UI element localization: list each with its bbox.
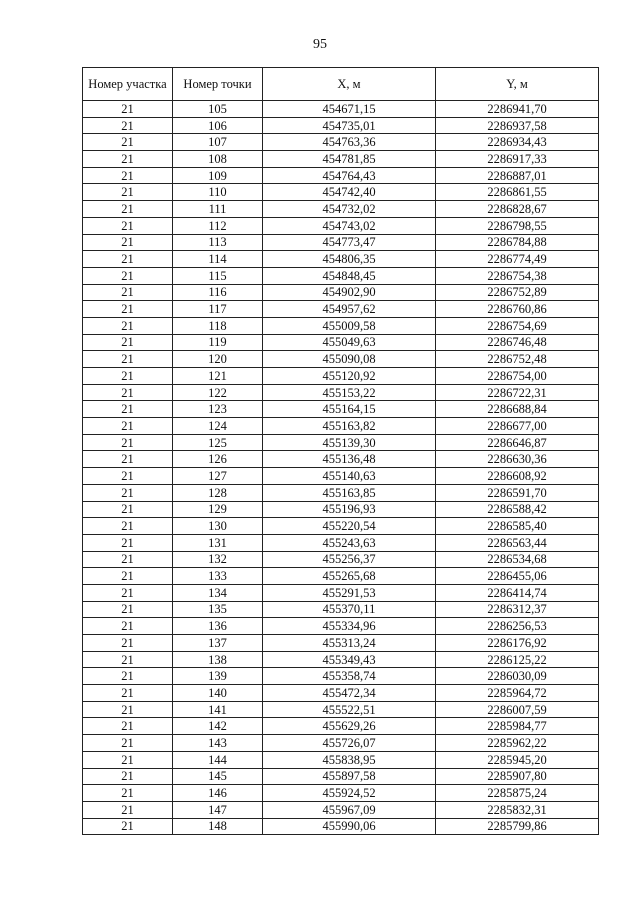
cell-plot-number: 21 [83, 484, 173, 501]
cell-point-number: 122 [173, 384, 263, 401]
cell-x-coordinate: 454957,62 [263, 301, 436, 318]
table-row [83, 184, 599, 201]
cell-plot-number: 21 [83, 101, 173, 118]
table-row [83, 234, 599, 251]
cell-point-number: 145 [173, 768, 263, 785]
cell-plot-number: 21 [83, 317, 173, 334]
table-row [83, 751, 599, 768]
cell-point-number: 116 [173, 284, 263, 301]
cell-x-coordinate: 454773,47 [263, 234, 436, 251]
table-row [83, 434, 599, 451]
cell-plot-number: 21 [83, 151, 173, 168]
cell-point-number: 111 [173, 201, 263, 218]
cell-plot-number: 21 [83, 251, 173, 268]
cell-x-coordinate: 454743,02 [263, 217, 436, 234]
table-row [83, 735, 599, 752]
cell-point-number: 134 [173, 584, 263, 601]
cell-x-coordinate: 455897,58 [263, 768, 436, 785]
cell-x-coordinate: 455967,09 [263, 801, 436, 818]
cell-x-coordinate: 455164,15 [263, 401, 436, 418]
cell-x-coordinate: 455256,37 [263, 551, 436, 568]
cell-y-coordinate: 2285907,80 [436, 768, 599, 785]
cell-point-number: 146 [173, 785, 263, 802]
cell-point-number: 135 [173, 601, 263, 618]
cell-point-number: 123 [173, 401, 263, 418]
cell-point-number: 121 [173, 368, 263, 385]
table-row [83, 484, 599, 501]
cell-x-coordinate: 455370,11 [263, 601, 436, 618]
cell-x-coordinate: 454732,02 [263, 201, 436, 218]
cell-x-coordinate: 455990,06 [263, 818, 436, 835]
cell-point-number: 133 [173, 568, 263, 585]
table-body [83, 101, 599, 835]
cell-x-coordinate: 454806,35 [263, 251, 436, 268]
cell-point-number: 119 [173, 334, 263, 351]
cell-x-coordinate: 454742,40 [263, 184, 436, 201]
table-row [83, 685, 599, 702]
cell-x-coordinate: 455140,63 [263, 468, 436, 485]
cell-y-coordinate: 2286754,38 [436, 267, 599, 284]
cell-point-number: 130 [173, 518, 263, 535]
cell-y-coordinate: 2286774,49 [436, 251, 599, 268]
cell-x-coordinate: 455265,68 [263, 568, 436, 585]
cell-plot-number: 21 [83, 501, 173, 518]
cell-plot-number: 21 [83, 468, 173, 485]
cell-plot-number: 21 [83, 201, 173, 218]
cell-point-number: 136 [173, 618, 263, 635]
table-row [83, 401, 599, 418]
cell-plot-number: 21 [83, 267, 173, 284]
cell-x-coordinate: 455153,22 [263, 384, 436, 401]
cell-plot-number: 21 [83, 334, 173, 351]
cell-plot-number: 21 [83, 551, 173, 568]
table-row [83, 818, 599, 835]
cell-y-coordinate: 2286534,68 [436, 551, 599, 568]
cell-y-coordinate: 2286455,06 [436, 568, 599, 585]
cell-plot-number: 21 [83, 635, 173, 652]
cell-y-coordinate: 2286256,53 [436, 618, 599, 635]
cell-point-number: 144 [173, 751, 263, 768]
cell-point-number: 139 [173, 668, 263, 685]
cell-y-coordinate: 2286760,86 [436, 301, 599, 318]
cell-point-number: 127 [173, 468, 263, 485]
cell-y-coordinate: 2286585,40 [436, 518, 599, 535]
cell-y-coordinate: 2286563,44 [436, 534, 599, 551]
table-row [83, 801, 599, 818]
cell-point-number: 148 [173, 818, 263, 835]
cell-plot-number: 21 [83, 768, 173, 785]
cell-y-coordinate: 2286917,33 [436, 151, 599, 168]
cell-y-coordinate: 2286630,36 [436, 451, 599, 468]
table-row [83, 718, 599, 735]
cell-y-coordinate: 2286125,22 [436, 651, 599, 668]
cell-point-number: 115 [173, 267, 263, 284]
cell-plot-number: 21 [83, 701, 173, 718]
cell-point-number: 128 [173, 484, 263, 501]
cell-point-number: 137 [173, 635, 263, 652]
table-row [83, 451, 599, 468]
table-row [83, 785, 599, 802]
table-row [83, 701, 599, 718]
cell-y-coordinate: 2286591,70 [436, 484, 599, 501]
cell-plot-number: 21 [83, 518, 173, 535]
cell-plot-number: 21 [83, 718, 173, 735]
table-row [83, 134, 599, 151]
table-row [83, 635, 599, 652]
header-x-coordinate: X, м [263, 68, 436, 101]
cell-x-coordinate: 455120,92 [263, 368, 436, 385]
table-row [83, 317, 599, 334]
cell-y-coordinate: 2286176,92 [436, 635, 599, 652]
cell-x-coordinate: 455313,24 [263, 635, 436, 652]
cell-y-coordinate: 2286746,48 [436, 334, 599, 351]
cell-x-coordinate: 455220,54 [263, 518, 436, 535]
cell-point-number: 105 [173, 101, 263, 118]
cell-x-coordinate: 455090,08 [263, 351, 436, 368]
cell-point-number: 143 [173, 735, 263, 752]
cell-x-coordinate: 455924,52 [263, 785, 436, 802]
table-row [83, 534, 599, 551]
cell-y-coordinate: 2286887,01 [436, 167, 599, 184]
cell-plot-number: 21 [83, 534, 173, 551]
cell-plot-number: 21 [83, 601, 173, 618]
cell-point-number: 124 [173, 418, 263, 435]
cell-y-coordinate: 2285964,72 [436, 685, 599, 702]
cell-y-coordinate: 2285799,86 [436, 818, 599, 835]
coordinates-table [82, 67, 599, 835]
cell-x-coordinate: 455291,53 [263, 584, 436, 601]
cell-x-coordinate: 455009,58 [263, 317, 436, 334]
header-y-coordinate: Y, м [436, 68, 599, 101]
table-row [83, 584, 599, 601]
table-row [83, 284, 599, 301]
cell-plot-number: 21 [83, 584, 173, 601]
table-row [83, 167, 599, 184]
table-row [83, 301, 599, 318]
cell-plot-number: 21 [83, 801, 173, 818]
cell-point-number: 141 [173, 701, 263, 718]
cell-y-coordinate: 2286688,84 [436, 401, 599, 418]
cell-plot-number: 21 [83, 301, 173, 318]
cell-x-coordinate: 454763,36 [263, 134, 436, 151]
cell-x-coordinate: 455049,63 [263, 334, 436, 351]
cell-point-number: 120 [173, 351, 263, 368]
cell-x-coordinate: 455629,26 [263, 718, 436, 735]
table-row [83, 468, 599, 485]
cell-x-coordinate: 455838,95 [263, 751, 436, 768]
cell-x-coordinate: 455163,82 [263, 418, 436, 435]
cell-plot-number: 21 [83, 735, 173, 752]
cell-y-coordinate: 2286784,88 [436, 234, 599, 251]
cell-y-coordinate: 2286007,59 [436, 701, 599, 718]
cell-x-coordinate: 454735,01 [263, 117, 436, 134]
cell-x-coordinate: 454671,15 [263, 101, 436, 118]
table-row [83, 217, 599, 234]
cell-plot-number: 21 [83, 134, 173, 151]
cell-y-coordinate: 2286646,87 [436, 434, 599, 451]
cell-plot-number: 21 [83, 418, 173, 435]
table-row [83, 117, 599, 134]
cell-y-coordinate: 2286414,74 [436, 584, 599, 601]
table-header-row [83, 68, 599, 101]
cell-plot-number: 21 [83, 818, 173, 835]
table-row [83, 551, 599, 568]
table-row [83, 201, 599, 218]
cell-x-coordinate: 455139,30 [263, 434, 436, 451]
cell-y-coordinate: 2285875,24 [436, 785, 599, 802]
cell-y-coordinate: 2286828,67 [436, 201, 599, 218]
table-row [83, 768, 599, 785]
table-row [83, 101, 599, 118]
cell-plot-number: 21 [83, 434, 173, 451]
cell-y-coordinate: 2286937,58 [436, 117, 599, 134]
cell-point-number: 147 [173, 801, 263, 818]
cell-plot-number: 21 [83, 568, 173, 585]
cell-plot-number: 21 [83, 401, 173, 418]
table-row [83, 334, 599, 351]
page-number: 95 [313, 37, 327, 52]
cell-y-coordinate: 2285984,77 [436, 718, 599, 735]
table-row [83, 368, 599, 385]
table-row [83, 601, 599, 618]
cell-plot-number: 21 [83, 167, 173, 184]
cell-plot-number: 21 [83, 651, 173, 668]
table-row [83, 618, 599, 635]
cell-point-number: 108 [173, 151, 263, 168]
cell-plot-number: 21 [83, 284, 173, 301]
cell-x-coordinate: 454902,90 [263, 284, 436, 301]
cell-y-coordinate: 2286754,69 [436, 317, 599, 334]
cell-x-coordinate: 455136,48 [263, 451, 436, 468]
cell-plot-number: 21 [83, 685, 173, 702]
cell-x-coordinate: 454848,45 [263, 267, 436, 284]
cell-point-number: 129 [173, 501, 263, 518]
cell-x-coordinate: 455349,43 [263, 651, 436, 668]
cell-point-number: 107 [173, 134, 263, 151]
cell-x-coordinate: 455334,96 [263, 618, 436, 635]
table-row [83, 151, 599, 168]
cell-plot-number: 21 [83, 217, 173, 234]
cell-y-coordinate: 2286312,37 [436, 601, 599, 618]
cell-point-number: 132 [173, 551, 263, 568]
cell-plot-number: 21 [83, 184, 173, 201]
cell-point-number: 138 [173, 651, 263, 668]
cell-point-number: 125 [173, 434, 263, 451]
cell-x-coordinate: 455358,74 [263, 668, 436, 685]
table-row [83, 267, 599, 284]
cell-point-number: 106 [173, 117, 263, 134]
cell-y-coordinate: 2285945,20 [436, 751, 599, 768]
cell-y-coordinate: 2286677,00 [436, 418, 599, 435]
table-row [83, 651, 599, 668]
cell-x-coordinate: 455243,63 [263, 534, 436, 551]
cell-plot-number: 21 [83, 351, 173, 368]
cell-y-coordinate: 2286861,55 [436, 184, 599, 201]
table-row [83, 418, 599, 435]
cell-y-coordinate: 2286588,42 [436, 501, 599, 518]
cell-y-coordinate: 2285832,31 [436, 801, 599, 818]
cell-point-number: 126 [173, 451, 263, 468]
table-row [83, 384, 599, 401]
table-row [83, 251, 599, 268]
cell-point-number: 113 [173, 234, 263, 251]
cell-plot-number: 21 [83, 618, 173, 635]
cell-plot-number: 21 [83, 384, 173, 401]
cell-point-number: 142 [173, 718, 263, 735]
cell-x-coordinate: 455196,93 [263, 501, 436, 518]
table-row [83, 668, 599, 685]
cell-plot-number: 21 [83, 117, 173, 134]
cell-plot-number: 21 [83, 668, 173, 685]
cell-point-number: 109 [173, 167, 263, 184]
cell-point-number: 117 [173, 301, 263, 318]
cell-x-coordinate: 455472,34 [263, 685, 436, 702]
header-point-number: Номер точки [173, 68, 263, 101]
cell-y-coordinate: 2286722,31 [436, 384, 599, 401]
cell-plot-number: 21 [83, 234, 173, 251]
cell-point-number: 114 [173, 251, 263, 268]
cell-plot-number: 21 [83, 751, 173, 768]
cell-y-coordinate: 2286941,70 [436, 101, 599, 118]
table-row [83, 518, 599, 535]
cell-point-number: 118 [173, 317, 263, 334]
cell-plot-number: 21 [83, 785, 173, 802]
cell-y-coordinate: 2286752,89 [436, 284, 599, 301]
table-row [83, 351, 599, 368]
cell-x-coordinate: 455163,85 [263, 484, 436, 501]
cell-y-coordinate: 2285962,22 [436, 735, 599, 752]
cell-y-coordinate: 2286934,43 [436, 134, 599, 151]
cell-plot-number: 21 [83, 451, 173, 468]
cell-point-number: 112 [173, 217, 263, 234]
cell-point-number: 131 [173, 534, 263, 551]
cell-point-number: 140 [173, 685, 263, 702]
cell-x-coordinate: 454764,43 [263, 167, 436, 184]
cell-y-coordinate: 2286798,55 [436, 217, 599, 234]
cell-y-coordinate: 2286030,09 [436, 668, 599, 685]
table-row [83, 568, 599, 585]
cell-x-coordinate: 454781,85 [263, 151, 436, 168]
cell-plot-number: 21 [83, 368, 173, 385]
cell-point-number: 110 [173, 184, 263, 201]
cell-x-coordinate: 455522,51 [263, 701, 436, 718]
cell-y-coordinate: 2286608,92 [436, 468, 599, 485]
header-plot-number: Номер участка [83, 68, 173, 101]
cell-y-coordinate: 2286754,00 [436, 368, 599, 385]
cell-y-coordinate: 2286752,48 [436, 351, 599, 368]
cell-x-coordinate: 455726,07 [263, 735, 436, 752]
table-row [83, 501, 599, 518]
